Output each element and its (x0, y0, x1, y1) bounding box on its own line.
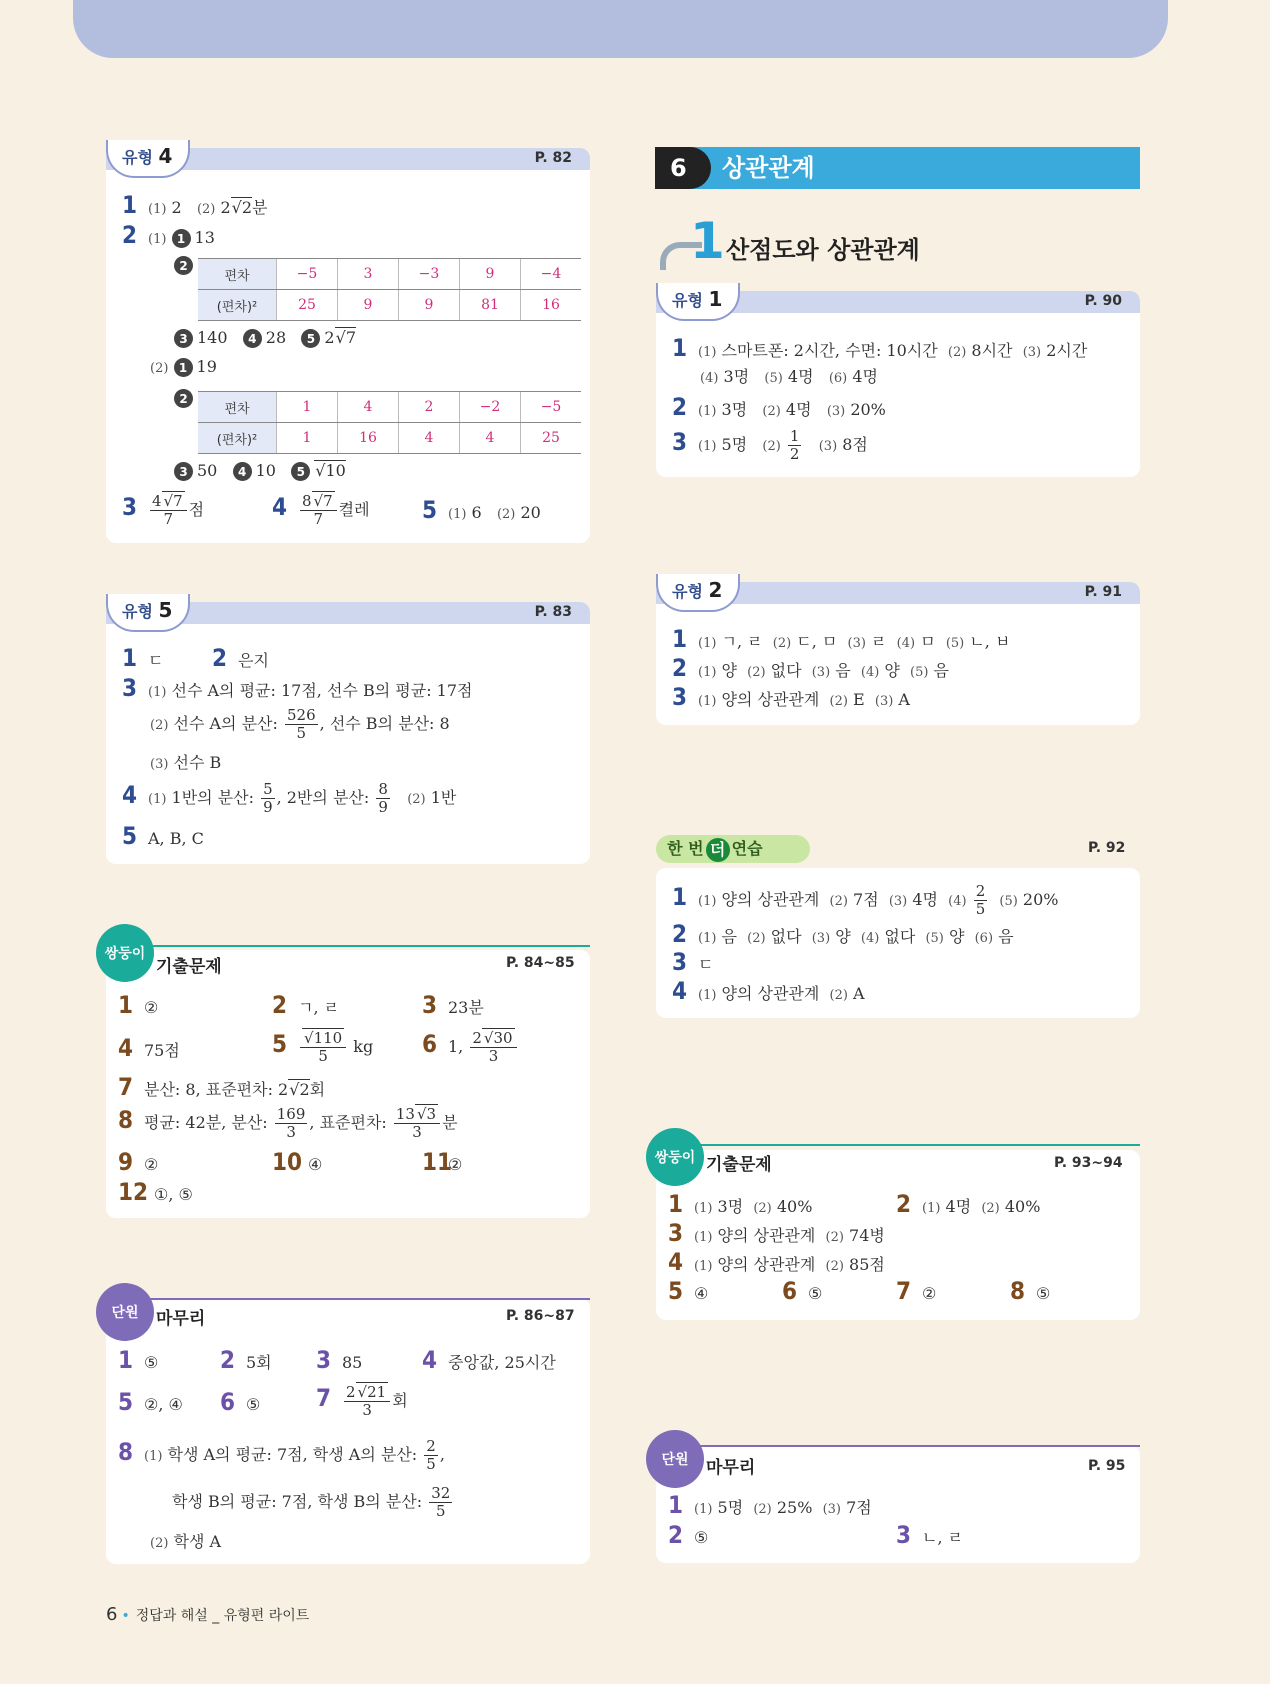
answer-2: 2 ⑤ (668, 1521, 709, 1549)
section-number: 6 (655, 147, 711, 189)
answer-4: 4 (1) 양의 상관관계 (2) 85점 (668, 1248, 885, 1276)
answer-8: 8 평균: 42분, 분산: $\frac{169}{3}$ , 표준편차: $\frac{13√ 3}{3}$ 분 (118, 1106, 458, 1141)
answer-12: 12 ①, ⑤ (118, 1178, 193, 1206)
page-footer (106, 1604, 309, 1625)
answer-6: 6 ⑤ (220, 1388, 261, 1416)
table-cell: 4 (399, 423, 460, 454)
table-cell: 4 (460, 423, 521, 454)
step-2-marker: 2 (174, 386, 197, 410)
answer-3: 3 ㄴ, ㄹ (896, 1521, 964, 1549)
practice-tag (656, 835, 810, 863)
table-cell: 3 (338, 259, 399, 290)
table-cell: −2 (460, 392, 521, 423)
answer-3: 3 $\frac{4√ 7}{7}$ 점 (122, 493, 204, 528)
page-ref: P. 93~94 (1054, 1155, 1123, 1171)
answer-2: 2 ㄱ, ㄹ (272, 991, 340, 1019)
deviation-table-1 (198, 258, 581, 321)
answer-9: 9 ② (118, 1148, 159, 1176)
twin-rule (150, 945, 590, 947)
answer-2: 2 은지 (212, 644, 269, 672)
answer-5: 5 (1) 6 (2) 20 (422, 496, 541, 524)
page-ref: P. 86~87 (506, 1308, 575, 1324)
page-number: 6 (106, 1604, 118, 1625)
unit-badge: 단원 (646, 1430, 704, 1488)
table-cell: 9 (338, 290, 399, 321)
answer-5: 5 √ $\frac{110}{5}$ kg (272, 1030, 373, 1065)
page-ref: P. 91 (1084, 584, 1122, 600)
twin-title: 기출문제 (706, 1155, 772, 1175)
answer-1: 1 ② (118, 991, 159, 1019)
page-ref: P. 83 (534, 604, 572, 620)
card-type-2 (656, 578, 1140, 725)
table-cell: 25 (521, 423, 582, 454)
unit-title: 마무리 (706, 1458, 756, 1478)
type-number: 4 (158, 144, 173, 168)
step-2-marker: 2 (174, 253, 197, 277)
answer-3: 3 85 (316, 1346, 363, 1374)
table-cell: −5 (277, 259, 338, 290)
table-cell: 1 (277, 423, 338, 454)
type-tag (656, 574, 740, 612)
answer-8-cont: 학생 B의 평균: 7점, 학생 B의 분산: $\frac{32}{5}$ (172, 1484, 451, 1520)
answer-6: 6 1, $\frac{2√ 30}{3}$ (422, 1030, 519, 1065)
answer-2: 2 (1) 양 (2) 없다 (3) 음 (4) 양 (5) 음 (672, 654, 949, 682)
card-type-4 (106, 144, 590, 543)
answer-3-2: (2) 선수 A의 분산: $\frac{526}{5}$ , 선수 B의 분산: 8 (150, 706, 450, 742)
answer-4: 4 (1) 양의 상관관계 (2) A (672, 977, 865, 1005)
card-type-5 (106, 598, 590, 864)
unit-badge: 단원 (96, 1283, 154, 1341)
answer-2: 2 (1) 1 13 (122, 221, 215, 249)
type-number: 5 (158, 598, 173, 622)
unit-rule (700, 1445, 1140, 1447)
section-title: 상관관계 (722, 154, 815, 182)
answer-10: 10 ④ (272, 1148, 323, 1176)
table-cell: −5 (521, 392, 582, 423)
answer-1: 1 (1) 2 (2) 2√ 2분 (122, 193, 268, 222)
answer-1: 1 (1) ㄱ, ㄹ (2) ㄷ, ㅁ (3) ㄹ (4) ㅁ (5) ㄴ, ㅂ (672, 625, 1011, 653)
practice-label-b: 연습 (731, 839, 763, 858)
answer-2-part2: (2) 1 19 (150, 357, 217, 376)
type-label: 유형 (122, 602, 153, 621)
table-head-deviation: 편차 (198, 392, 277, 423)
answer-3: 3 (1) 5명 (2) $\frac{1}{2}$ (3) 8점 (672, 427, 868, 463)
page-ref: P. 82 (534, 150, 572, 166)
answer-11: 11② (422, 1148, 463, 1176)
answer-3: 3 23분 (422, 991, 484, 1019)
answer-3-3: (3) 선수 B (150, 753, 222, 772)
table-cell: 9 (399, 290, 460, 321)
table-cell: −4 (521, 259, 582, 290)
answer-2: 2 (1) 음 (2) 없다 (3) 양 (4) 없다 (5) 양 (6) 음 (672, 920, 1014, 948)
top-banner (73, 0, 1168, 58)
table-cell: 4 (338, 392, 399, 423)
twin-rule (700, 1144, 1140, 1146)
answer-2-part2-steps: 3 50 4 10 5√ 10 (174, 459, 346, 483)
table-head-squared: (편차)² (198, 423, 277, 454)
table-cell: 16 (521, 290, 582, 321)
table-cell: 81 (460, 290, 521, 321)
answer-1-cont: (4) 3명 (5) 4명 (6) 4명 (700, 367, 878, 386)
page-ref: P. 84~85 (506, 955, 575, 971)
answer-1: 1 (1) 5명 (2) 25% (3) 7점 (668, 1491, 872, 1519)
answer-5: 5 ④ (668, 1277, 709, 1305)
answer-3: 3 (1) 선수 A의 평균: 17점, 선수 B의 평균: 17점 (122, 674, 473, 702)
table-cell: 16 (338, 423, 399, 454)
twin-badge: 쌍둥이 (646, 1128, 704, 1186)
practice-label-a: 한 번 (667, 839, 704, 858)
page-ref: P. 90 (1084, 293, 1122, 309)
answer-8-2: (2) 학생 A (150, 1532, 222, 1551)
answer-7: 7 $\frac{2√ 21}{3}$ 회 (316, 1384, 408, 1419)
type-label: 유형 (672, 582, 703, 601)
table-cell: 1 (277, 392, 338, 423)
page-ref: P. 92 (1088, 840, 1126, 856)
answer-6: 6 ⑤ (782, 1277, 823, 1305)
answer-5: 5 A, B, C (122, 822, 204, 850)
answer-2: 2 (1) 3명 (2) 4명 (3) 20% (672, 393, 886, 421)
answer-2: 2 5회 (220, 1346, 272, 1374)
table-cell: 2 (399, 392, 460, 423)
card-unit-review (106, 1298, 590, 1564)
answer-5: 5 ②, ④ (118, 1388, 183, 1416)
unit-title: 마무리 (156, 1309, 206, 1329)
table-cell: 25 (277, 290, 338, 321)
answer-2: 2 (1) 4명 (2) 40% (896, 1190, 1041, 1218)
answer-1: 1 (1) 스마트폰: 2시간, 수면: 10시간 (2) 8시간 (3) 2시간 (672, 334, 1088, 362)
answer-1: 1 (1) 양의 상관관계 (2) 7점 (3) 4명 (4) $\frac{2}{5}$ (5) 20% (672, 882, 1059, 918)
answer-7: 7 ② (896, 1277, 937, 1305)
page-ref: P. 95 (1088, 1458, 1126, 1474)
card-twin-exam (106, 950, 590, 1218)
answer-1: 1 (1) 3명 (2) 40% (668, 1190, 813, 1218)
deviation-table-2 (198, 391, 581, 454)
practice-label-d: 더 (706, 838, 730, 862)
answer-2-steps: 3 140 4 28 5 2√ 7 (174, 326, 356, 350)
type-number: 2 (708, 578, 723, 602)
answer-1: 1 ⑤ (118, 1346, 159, 1374)
answer-3: 3 (1) 양의 상관관계 (2) E (3) A (672, 683, 910, 711)
answer-8: 8 (1) 학생 A의 평균: 7점, 학생 A의 분산: $\frac{2}{5}$ , (118, 1437, 445, 1473)
answer-1: 1 ㄷ (122, 644, 164, 672)
twin-title: 기출문제 (156, 957, 222, 977)
type-tag (656, 283, 740, 321)
type-number: 1 (708, 287, 723, 311)
table-head-squared: (편차)² (198, 290, 277, 321)
answer-4: 4 $\frac{8√ 7}{7}$ 켤레 (272, 493, 370, 528)
answer-3: 3 (1) 양의 상관관계 (2) 74병 (668, 1219, 885, 1247)
answer-4: 4 (1) 1반의 분산: $\frac{5}{9}$ , 2반의 분산: $\frac{8}{9}$ (2) 1반 (122, 780, 457, 816)
table-head-deviation: 편차 (198, 259, 277, 290)
unit-rule (150, 1298, 590, 1300)
type-label: 유형 (122, 148, 153, 167)
twin-badge: 쌍둥이 (96, 924, 154, 982)
type-tag (106, 594, 190, 632)
answer-3: 3 ㄷ (672, 948, 714, 976)
card-practice (656, 868, 1140, 1018)
answer-4: 4 75점 (118, 1034, 180, 1062)
footer-text: 정답과 해설 _ 유형편 라이트 (135, 1608, 310, 1624)
table-cell: −3 (399, 259, 460, 290)
subsection-number: 1 (690, 212, 725, 270)
bullet-dot: • (121, 1608, 130, 1624)
answer-8: 8 ⑤ (1010, 1277, 1051, 1305)
answer-7: 7 분산: 8, 표준편차: 2√ 2회 (118, 1075, 325, 1102)
card-type-1 (656, 287, 1140, 477)
subsection-title: 산점도와 상관관계 (726, 236, 920, 264)
type-tag (106, 140, 190, 178)
table-cell: 9 (460, 259, 521, 290)
answer-4: 4 중앙값, 25시간 (422, 1346, 556, 1374)
type-label: 유형 (672, 291, 703, 310)
card-twin-exam-right (656, 1150, 1140, 1320)
